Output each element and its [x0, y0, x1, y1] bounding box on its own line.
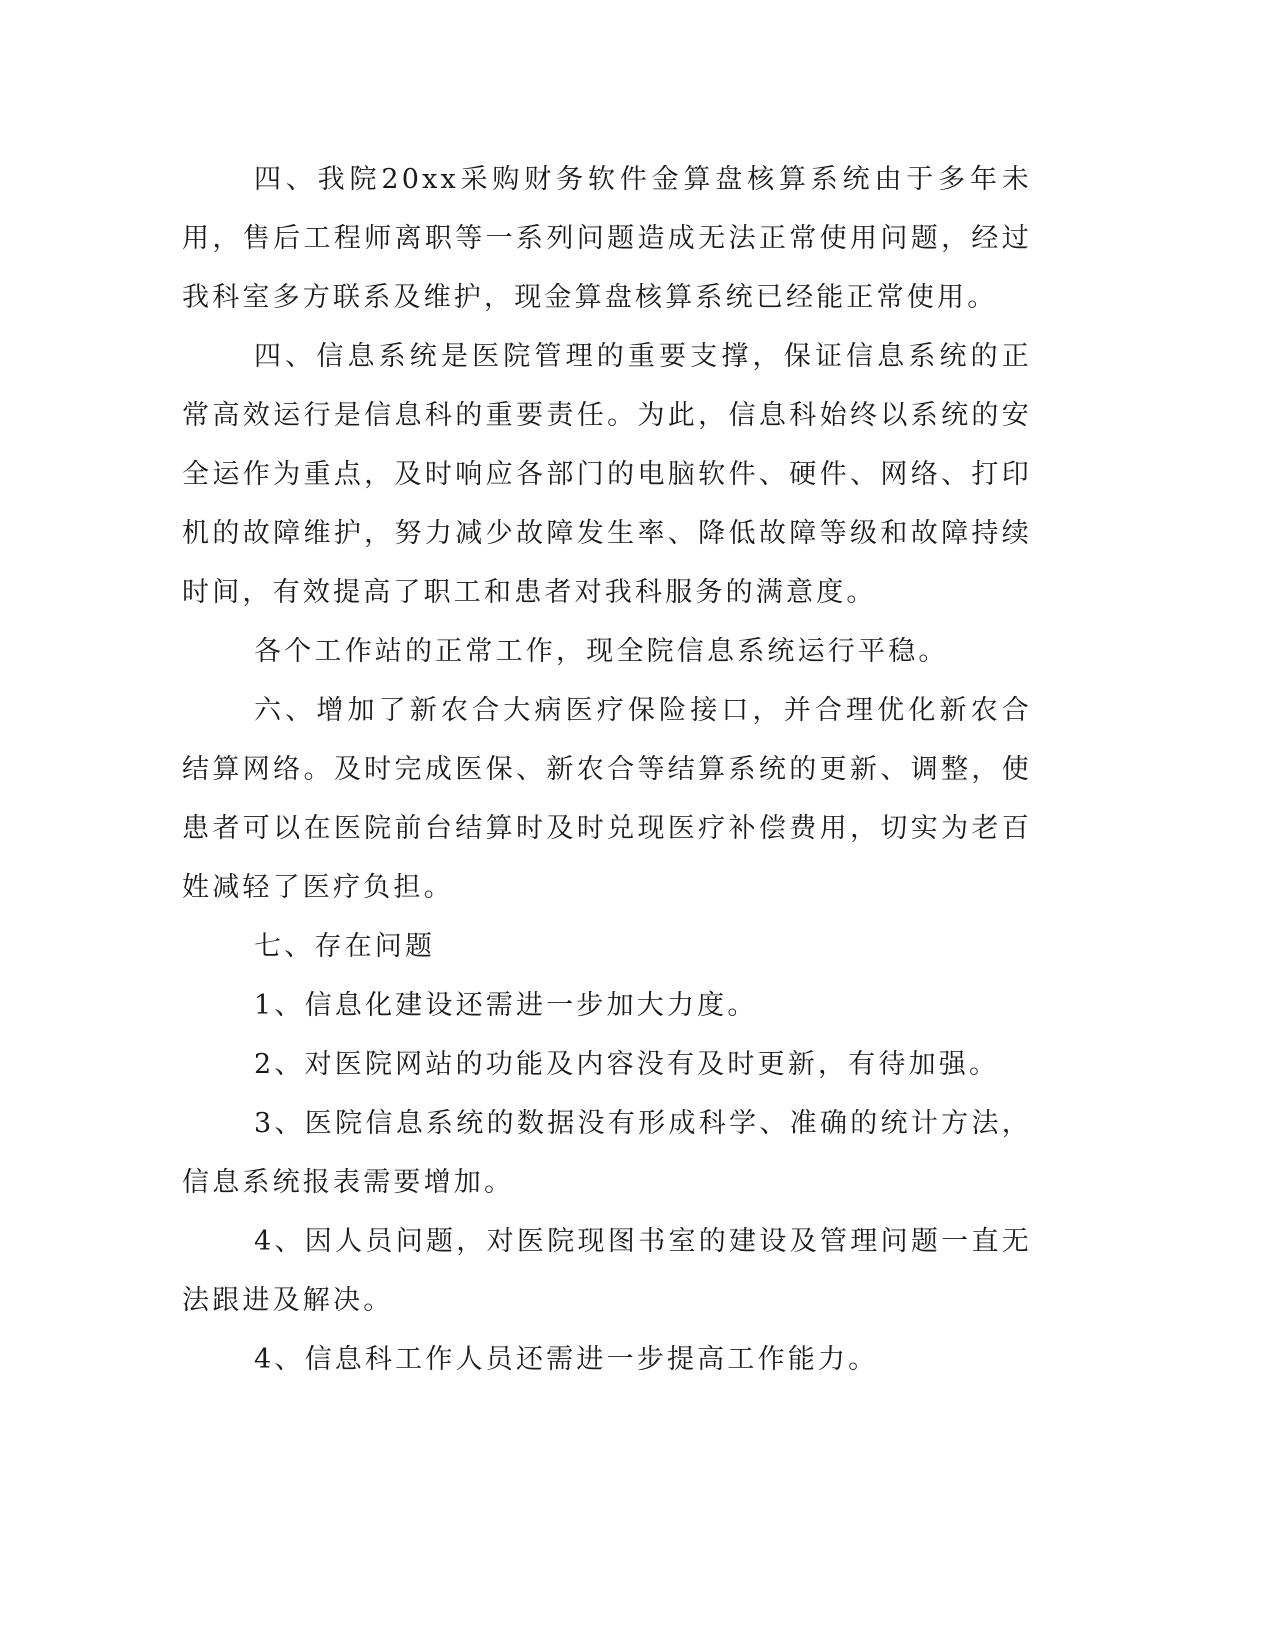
paragraph-issue-4: 4、因人员问题，对医院现图书室的建设及管理问题一直无法跟进及解决。 [182, 1226, 1032, 1316]
paragraph-insurance-interface: 六、增加了新农合大病医疗保险接口，并合理优化新农合结算网络。及时完成医保、新农合等结算系统的更新、调整，使患者可以在医院前台结算时及时兑现医疗补偿费用，切实为老百姓减轻了医疗负担。 [182, 695, 1032, 903]
paragraph-issues-heading: 七、存在问题 [254, 931, 436, 962]
paragraph-issue-2: 2、对医院网站的功能及内容没有及时更新，有待加强。 [254, 1049, 1000, 1080]
paragraph-info-system-support: 四、信息系统是医院管理的重要支撑，保证信息系统的正常高效运行是信息科的重要责任。为此，信息科始终以系统的安全运作为重点，及时响应各部门的电脑软件、硬件、网络、打印机的故障维护，努力减少故障发生率、降低故障等级和故障持续时间，有效提高了职工和患者对我科服务的满意度。 [182, 341, 1032, 608]
paragraph-issue-3: 3、医院信息系统的数据没有形成科学、准确的统计方法，信息系统报表需要增加。 [182, 1108, 1032, 1198]
paragraph-workstations: 各个工作站的正常工作，现全院信息系统运行平稳。 [254, 636, 949, 667]
document-page [182, 150, 1032, 1389]
paragraph-accounting-system: 四、我院20xx采购财务软件金算盘核算系统由于多年未用，售后工程师离职等一系列问题造成无法正常使用问题，经过我科室多方联系及维护，现金算盘核算系统已经能正常使用。 [182, 164, 1032, 313]
paragraph-issue-1: 1、信息化建设还需进一步加大力度。 [254, 990, 758, 1021]
paragraph-issue-5: 4、信息科工作人员还需进一步提高工作能力。 [254, 1344, 879, 1375]
